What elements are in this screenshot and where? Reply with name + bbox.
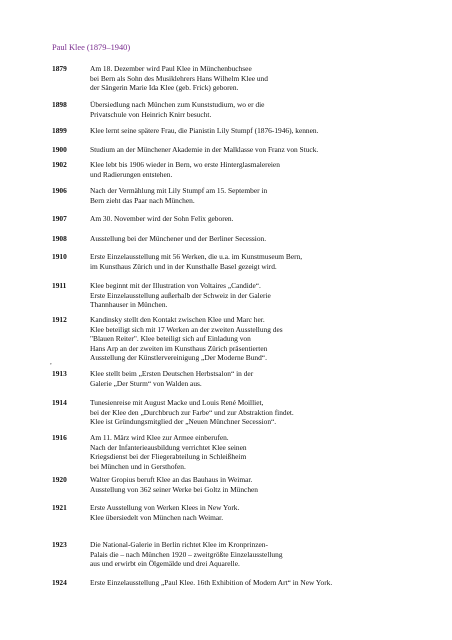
- entry-line: bei München und in Gersthofen.: [90, 461, 186, 471]
- entry-line: der Sängerin Marie Ida Klee (geb. Frick) geboren.: [90, 83, 239, 93]
- entry-year: 1900: [52, 145, 67, 154]
- entry-year: 1916: [52, 433, 67, 442]
- entry-year: 1912: [52, 315, 67, 324]
- entry-text: [90, 145, 420, 155]
- entry-year: 1908: [52, 234, 67, 243]
- entry-year: 1914: [52, 398, 67, 407]
- entry-line: Am 11. März wird Klee zur Armee einberufen.: [90, 433, 229, 442]
- entry-year: 1911: [52, 281, 67, 290]
- entry-line: Ausstellung von 362 seiner Werke bei Goltz in München: [90, 484, 258, 494]
- entry-line: bei Bern als Sohn des Musiklehrers Hans Wilhelm Klee und: [90, 73, 268, 83]
- entry-year: 1924: [52, 578, 67, 587]
- entry-text: [90, 186, 420, 205]
- entry-line: Übersiedlung nach München zum Kunststudium, wo er die: [90, 100, 265, 109]
- entry-line: Palais die – nach München 1920 – zweitgrößte Einzelausstellung: [90, 549, 283, 559]
- entry-line: Die National-Galerie in Berlin richtet Klee im Kronprinzen-: [90, 540, 268, 549]
- entry-line: Erste Ausstellung von Werken Klees in New York.: [90, 503, 240, 512]
- entry-line: Am 30. November wird der Sohn Felix geboren.: [90, 214, 234, 223]
- entry-text: [90, 160, 420, 179]
- entry-line: Erste Einzelausstellung außerhalb der Schweiz in der Galerie: [90, 290, 271, 300]
- entry-line: Kandinsky stellt den Kontakt zwischen Klee und Marc her.: [90, 315, 265, 324]
- entry-line: Klee ist Gründungsmitglied der „Neuen Münchner Secession“.: [90, 417, 277, 427]
- entry-text: [90, 578, 420, 588]
- entry-year: 1898: [52, 100, 67, 109]
- entry-text: [90, 100, 420, 119]
- entry-year: 1920: [52, 475, 67, 484]
- entry-line: Bern zieht das Paar nach München.: [90, 195, 195, 205]
- entry-text: [90, 540, 420, 569]
- entry-line: Privatschule von Heinrich Knirr besucht.: [90, 109, 212, 119]
- entry-line: Ausstellung bei der Münchener und der Berliner Secession.: [90, 234, 267, 243]
- entry-line: Studium an der Münchener Akademie in der Malklasse von Franz von Stuck.: [90, 145, 319, 154]
- entry-line: aus und erwirbt ein Ölgemälde und drei Aquarelle.: [90, 559, 240, 569]
- entry-line: Ausstellung der Künstlervereinigung „Der Moderne Bund“.: [90, 353, 267, 363]
- entry-text: [90, 234, 420, 244]
- entry-line: im Kunsthaus Zürich und in der Kunsthalle Basel gezeigt wird.: [90, 261, 277, 271]
- entry-text: [90, 315, 420, 363]
- entry-line: Klee beginnt mit der Illustration von Voltaires „Candide“.: [90, 281, 261, 290]
- entry-line: Klee beteiligt sich mit 17 Werken an der zweiten Ausstellung des: [90, 324, 283, 334]
- entry-year: 1899: [52, 126, 67, 135]
- entry-line: Klee stellt beim „Ersten Deutschen Herbstsalon“ in der: [90, 369, 254, 378]
- entry-line: Tunesienreise mit August Macke und Louis René Moilliet,: [90, 398, 264, 407]
- entry-line: Klee lernt seine spätere Frau, die Pianistin Lily Stumpf (1876-1946), kennen.: [90, 126, 319, 135]
- entry-line: Thannhauser in München.: [90, 300, 168, 310]
- entry-line: Walter Gropius beruft Klee an das Bauhaus in Weimar.: [90, 475, 253, 484]
- entry-year: 1906: [52, 186, 67, 195]
- entry-text: [90, 281, 420, 310]
- entry-line: Klee lebt bis 1906 wieder in Bern, wo erste Hinterglasmalereien: [90, 160, 280, 169]
- entry-line: Am 18. Dezember wird Paul Klee in Münchenbuchsee: [90, 64, 252, 73]
- entry-line: Erste Einzelausstellung mit 56 Werken, die u.a. im Kunstmuseum Bern,: [90, 252, 303, 261]
- entry-line: bei der Klee den „Durchbruch zur Farbe“ und zur Abstraktion findet.: [90, 407, 294, 417]
- entry-line: Hans Arp an der zweiten im Kunsthaus Zürich präsentierten: [90, 343, 268, 353]
- entry-line: Klee übersiedelt von München nach Weimar.: [90, 512, 224, 522]
- entry-year: 1923: [52, 540, 67, 549]
- entry-text: [90, 433, 420, 471]
- entry-year: 1913: [52, 369, 67, 378]
- entry-line: Nach der Vermählung mit Lily Stumpf am 15. September in: [90, 186, 268, 195]
- entry-year: 1907: [52, 214, 67, 223]
- document-title: Paul Klee (1879–1940): [52, 43, 131, 52]
- entry-line: "Blauen Reiter". Klee beteiligt sich auf Einladung von: [90, 334, 251, 344]
- entry-text: [90, 126, 420, 136]
- entry-text: [90, 214, 420, 224]
- entry-line: Erste Einzelausstellung „Paul Klee. 16th Exhibition of Modern Art“ in New York.: [90, 578, 333, 587]
- entry-year: 1879: [52, 64, 67, 73]
- entry-text: [90, 64, 420, 93]
- entry-text: [90, 369, 420, 388]
- entry-text: [90, 398, 420, 427]
- stray-mark: ,: [50, 358, 52, 366]
- entry-text: [90, 475, 420, 494]
- entry-line: und Radierungen entstehen.: [90, 169, 173, 179]
- entry-year: 1902: [52, 160, 67, 169]
- entry-line: Nach der Infanterieausbildung verrichtet Klee seinen: [90, 442, 247, 452]
- entry-text: [90, 252, 420, 271]
- entry-line: Kriegsdienst bei der Fliegerabteilung in Schleißheim: [90, 452, 247, 462]
- entry-text: [90, 503, 420, 522]
- entry-year: 1921: [52, 503, 67, 512]
- entry-year: 1910: [52, 252, 67, 261]
- entry-line: Galerie „Der Sturm“ von Walden aus.: [90, 378, 202, 388]
